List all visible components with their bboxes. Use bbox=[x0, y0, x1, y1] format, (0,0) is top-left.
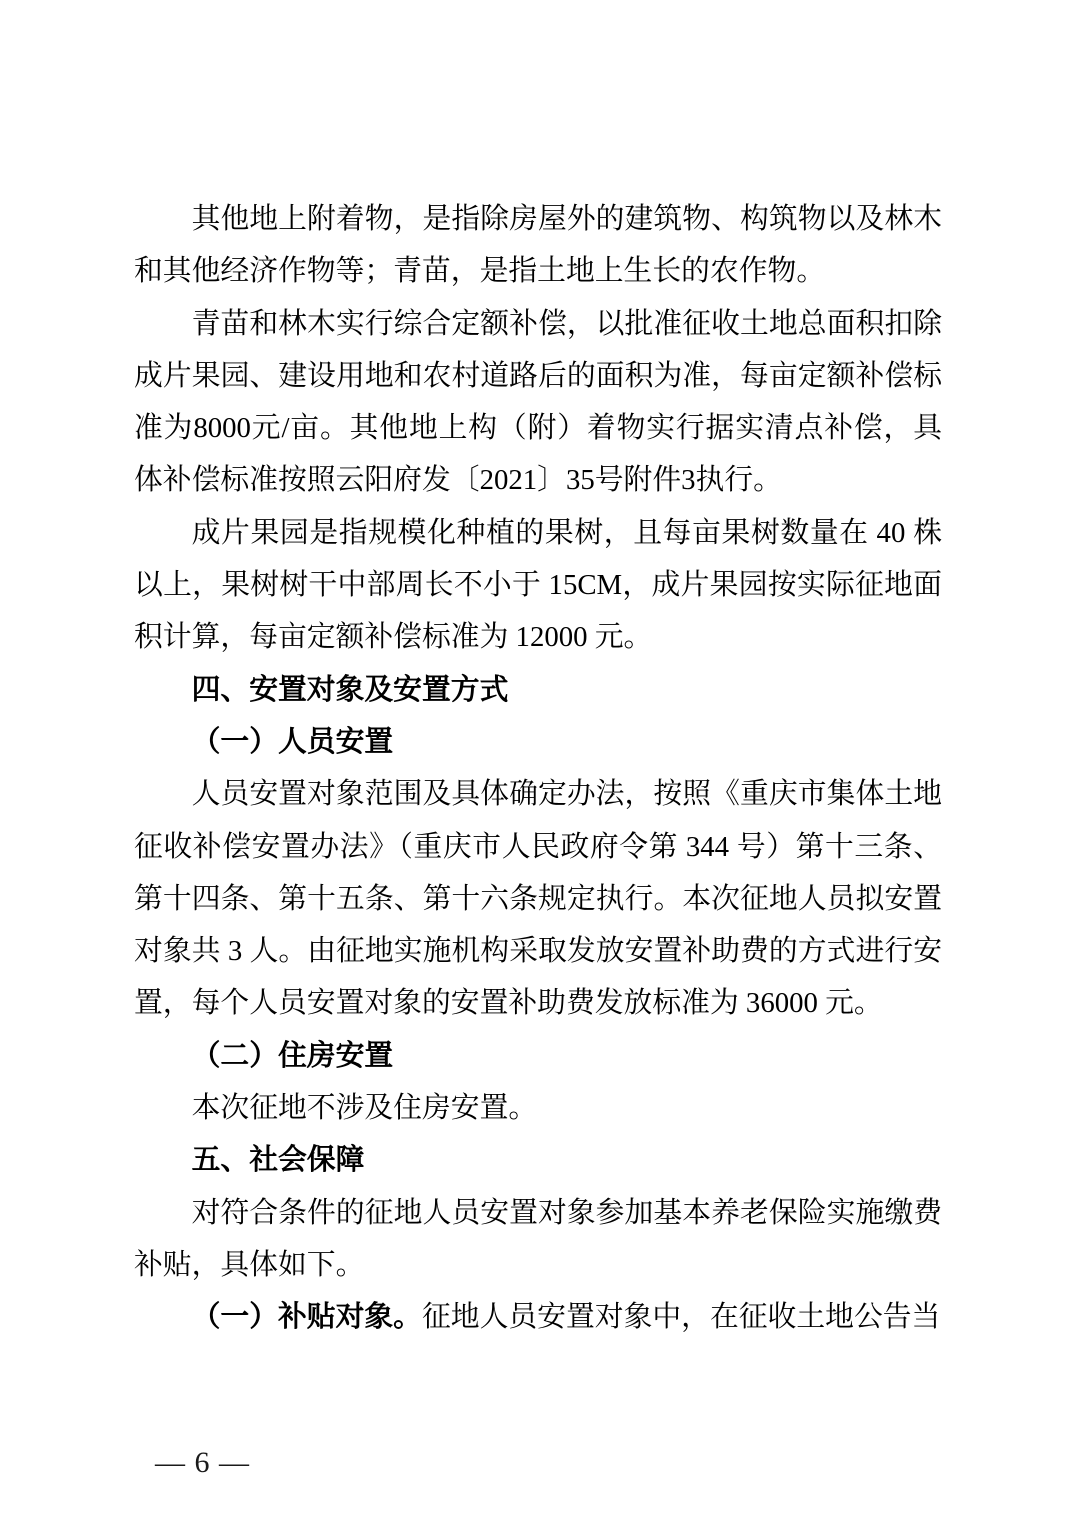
section-heading-5-social-security: 五、社会保障 bbox=[191, 1144, 365, 1177]
paragraph-seedling-compensation: 青苗和林木实行综合定额补偿，以批准征收土地总面积扣除成片果园、建设用地和农村道路后的面积为准，每亩定额补偿标准为8000元/亩。其他地上构（附）着物实行据实清点补偿，具体补偿标准按照云阳府发〔2021〕35号附件3执行。 bbox=[134, 307, 942, 497]
paragraph-personnel-resettlement-detail: 人员安置对象范围及具体确定办法，按照《重庆市集体土地征收补偿安置办法》（重庆市人民政府令第 344 号）第十三条、第十四条、第十五条、第十六条规定执行。本次征地人员拟安置对象共 3 人。由征地实施机构采取发放安置补助费的方式进行安置，每个人员安置对象的安置补助费发放标准为 36000 元。 bbox=[134, 778, 942, 1020]
paragraph-orchard-definition: 成片果园是指规模化种植的果树，且每亩果树数量在 40 株以上，果树树干中部周长不小于 15CM，成片果园按实际征地面积计算，每亩定额补偿标准为 12000 元。 bbox=[134, 516, 942, 654]
subsidy-target-lead-label: （一）补贴对象。 bbox=[191, 1301, 422, 1334]
paragraph-housing-resettlement-detail: 本次征地不涉及住房安置。 bbox=[191, 1092, 538, 1125]
section-heading-4-resettlement: 四、安置对象及安置方式 bbox=[191, 673, 509, 706]
document-body bbox=[134, 193, 942, 1344]
paragraph-social-security-intro: 对符合条件的征地人员安置对象参加基本养老保险实施缴费补贴，具体如下。 bbox=[134, 1196, 942, 1281]
paragraph-other-attachments: 其他地上附着物，是指除房屋外的建筑物、构筑物以及林木和其他经济作物等；青苗，是指土地上生长的农作物。 bbox=[134, 203, 942, 288]
subsection-heading-personnel-resettlement: （一）人员安置 bbox=[191, 725, 394, 758]
paragraph-subsidy-target bbox=[134, 1291, 942, 1343]
page-number: — 6 — bbox=[155, 1446, 250, 1479]
subsection-heading-housing-resettlement: （二）住房安置 bbox=[191, 1039, 394, 1072]
subsidy-target-text: 征地人员安置对象中，在征收土地公告当 bbox=[421, 1301, 941, 1334]
